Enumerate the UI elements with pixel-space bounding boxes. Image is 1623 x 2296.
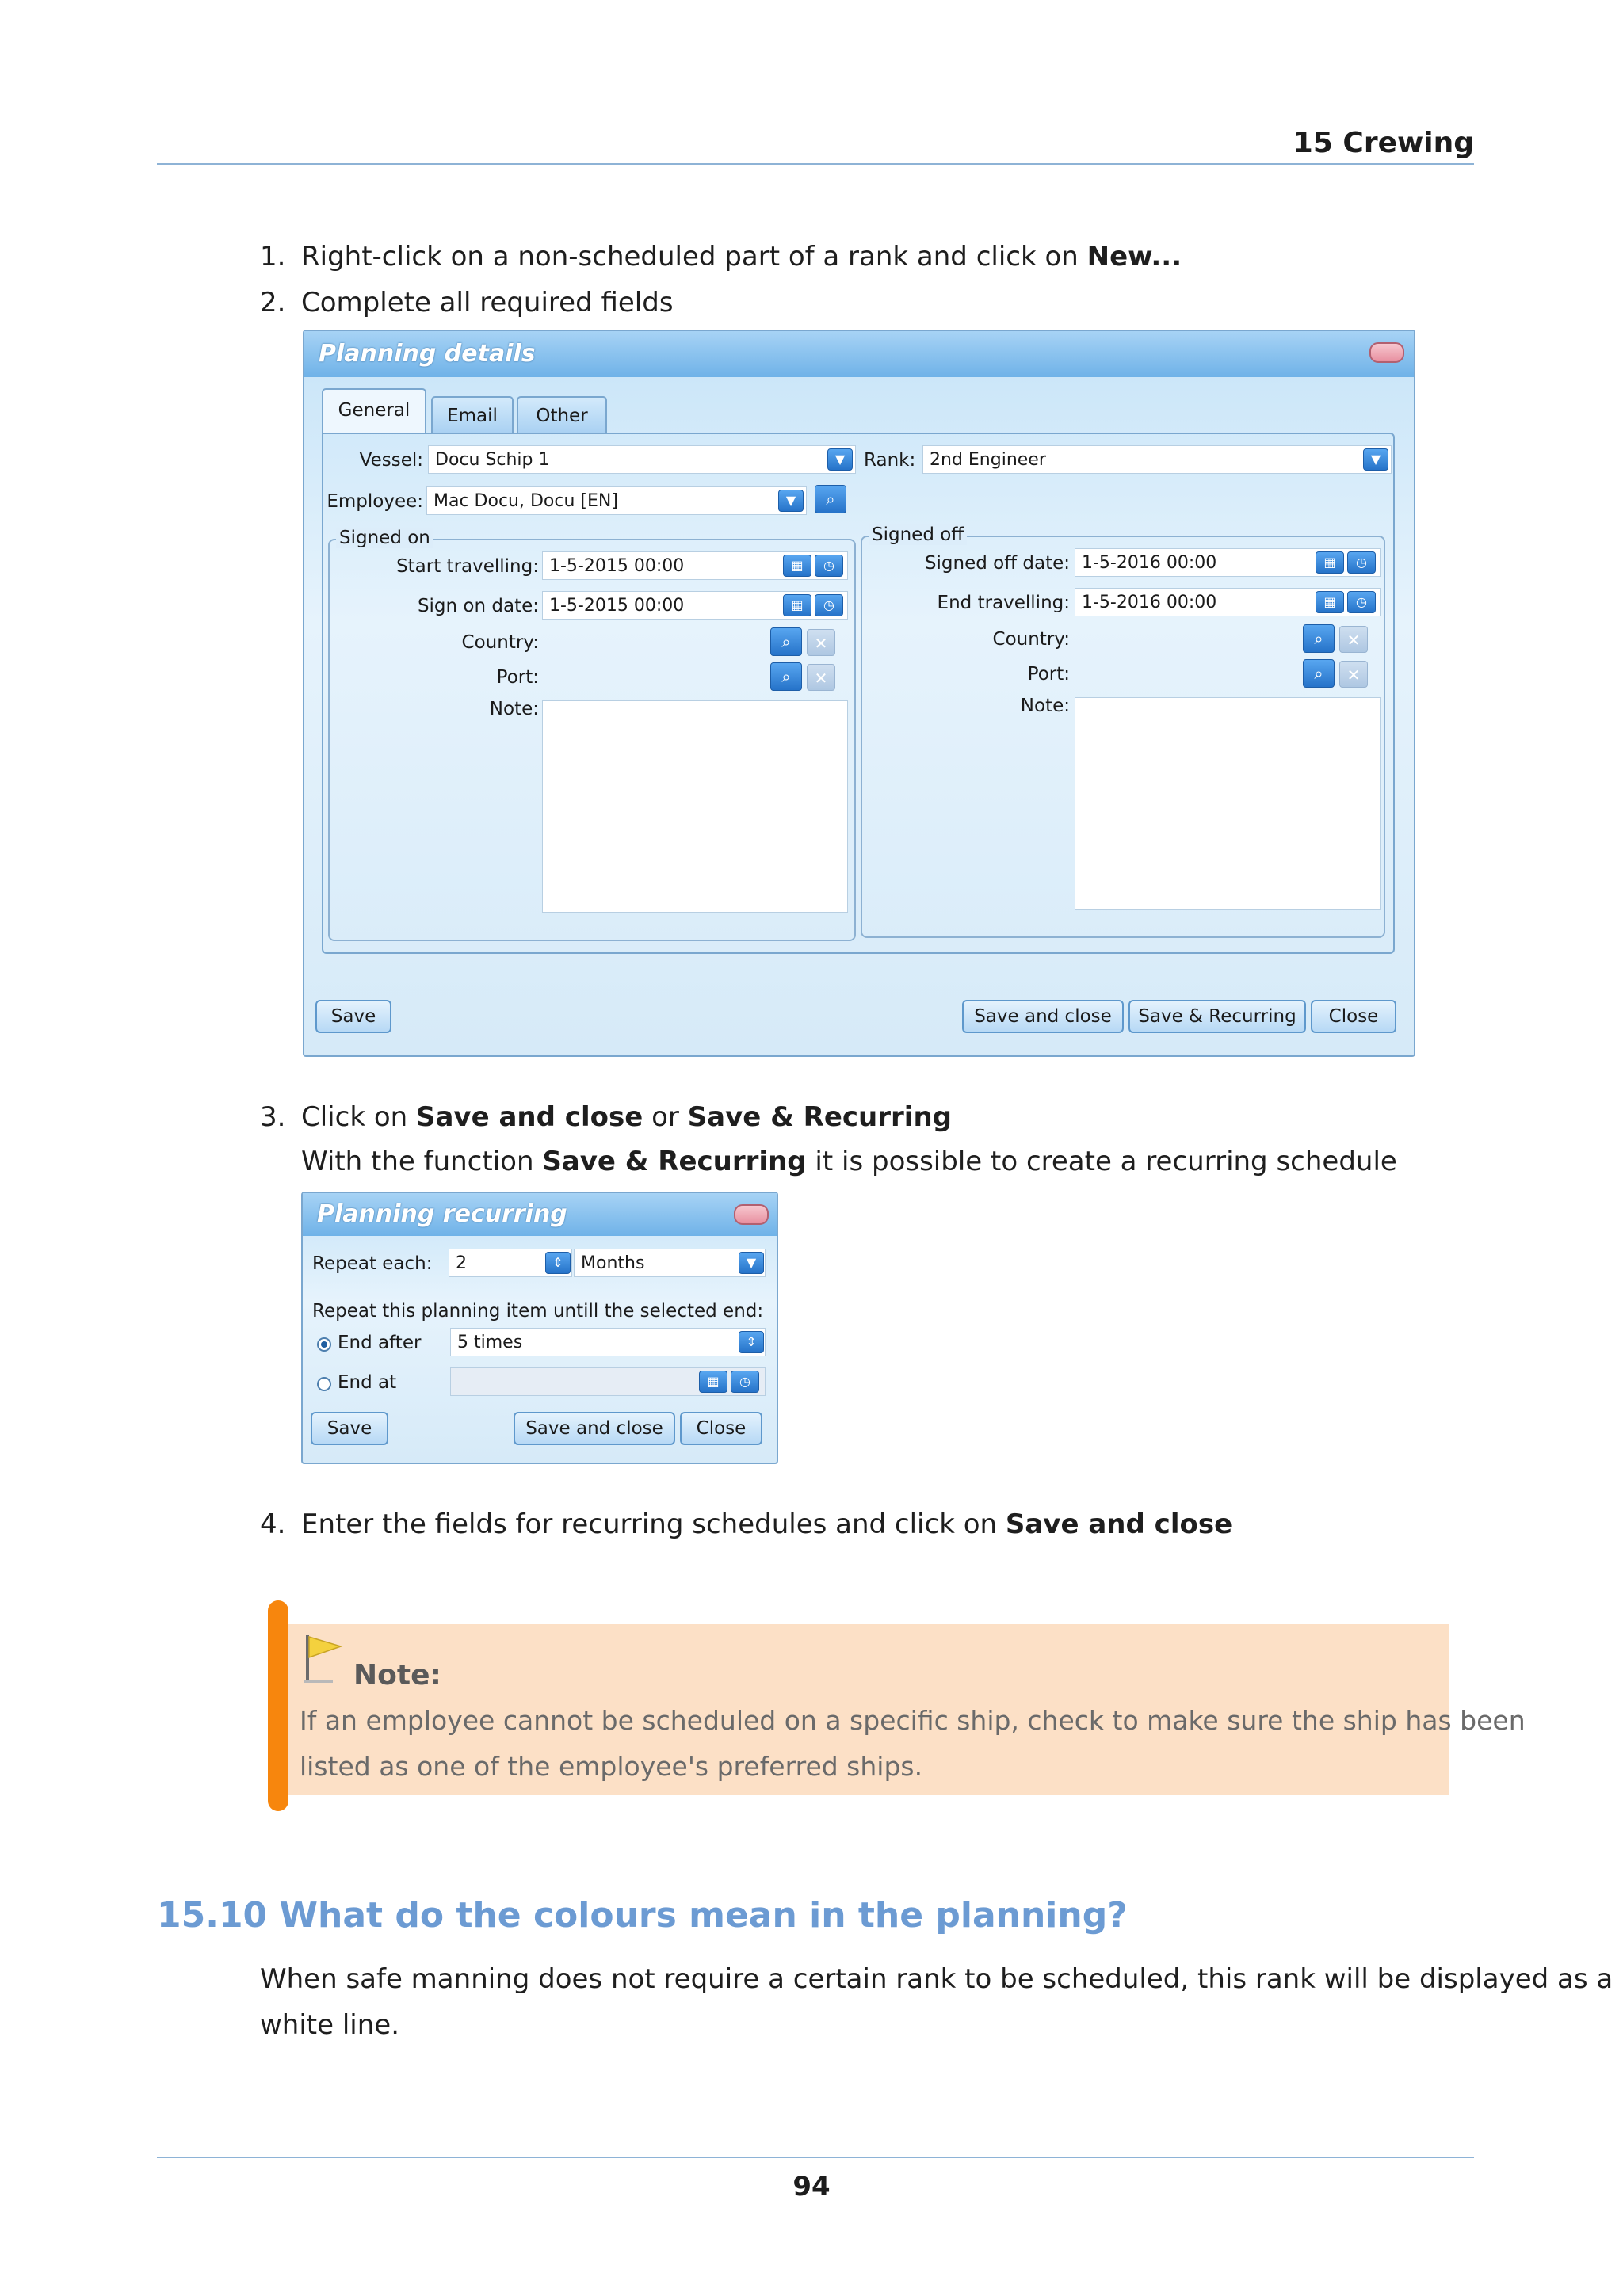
step-2: [260, 287, 674, 318]
chevron-down-icon[interactable]: ▼: [739, 1252, 764, 1274]
country-label: Country:: [992, 629, 1070, 650]
signed-off-title: Signed off: [869, 524, 967, 545]
calendar-icon[interactable]: ▦: [699, 1371, 727, 1393]
spinner-icon[interactable]: ⇕: [739, 1331, 764, 1353]
search-icon[interactable]: ⌕: [815, 485, 846, 513]
step-text: or: [643, 1101, 688, 1133]
note-title: Note:: [353, 1659, 441, 1691]
rank-select[interactable]: 2nd Engineer: [922, 445, 1392, 474]
close-icon[interactable]: [734, 1204, 769, 1225]
tab-general[interactable]: General: [322, 388, 426, 434]
signed-off-date-field[interactable]: 1-5-2016 00:00: [1075, 548, 1381, 577]
note-label: Note:: [1020, 696, 1070, 716]
calendar-icon[interactable]: ▦: [783, 594, 812, 616]
port-label: Port:: [1027, 664, 1070, 685]
chapter-header: 15 Crewing: [1293, 127, 1474, 159]
clock-icon[interactable]: ◷: [731, 1371, 759, 1393]
note-label: Note:: [489, 699, 539, 719]
start-travelling-field[interactable]: 1-5-2015 00:00: [542, 551, 848, 580]
repeat-each-label: Repeat each:: [312, 1253, 433, 1274]
signed-off-date-label: Signed off date:: [924, 553, 1070, 574]
step-4: [260, 1508, 1232, 1540]
step-bold: Save & Recurring: [687, 1101, 952, 1133]
spinner-icon[interactable]: ⇕: [545, 1252, 571, 1274]
end-after-radio[interactable]: [317, 1337, 331, 1352]
section-heading: 15.10 What do the colours mean in the planning?: [157, 1895, 1128, 1936]
step-number: 4.: [260, 1508, 286, 1540]
step-text: Enter the fields for recurring schedules and click on: [301, 1508, 1006, 1540]
search-icon[interactable]: ⌕: [1303, 659, 1335, 688]
repeat-until-text: Repeat this planning item untill the selected end:: [312, 1301, 764, 1322]
close-button[interactable]: Close: [680, 1412, 762, 1445]
search-icon[interactable]: ⌕: [1303, 624, 1335, 653]
search-icon[interactable]: ⌕: [770, 627, 802, 656]
clock-icon[interactable]: ◷: [1347, 591, 1376, 613]
section-paragraph-line-1: When safe manning does not require a certain rank to be scheduled, this rank will be displayed as a: [260, 1963, 1613, 1995]
step-text: Click on: [301, 1101, 416, 1133]
employee-select[interactable]: Mac Docu, Docu [EN]: [426, 486, 807, 515]
page-number: 94: [792, 2171, 831, 2203]
chevron-down-icon[interactable]: ▼: [1363, 448, 1388, 471]
repeat-unit-select[interactable]: Months: [574, 1249, 766, 1277]
start-travelling-label: Start travelling:: [396, 556, 539, 577]
section-paragraph-line-2: white line.: [260, 2009, 400, 2041]
country-label: Country:: [461, 632, 539, 653]
save-and-close-button[interactable]: Save and close: [514, 1412, 675, 1445]
step-bold: New...: [1086, 241, 1182, 273]
step-text: Right-click on a non-scheduled part of a rank and click on: [301, 241, 1087, 273]
save-and-close-button[interactable]: Save and close: [962, 1000, 1124, 1033]
step-number: 2.: [260, 287, 286, 318]
note-textarea[interactable]: [1075, 697, 1381, 910]
desc-text: it is possible to create a recurring schedule: [806, 1146, 1397, 1177]
signed-on-title: Signed on: [336, 528, 433, 548]
end-travelling-field[interactable]: 1-5-2016 00:00: [1075, 588, 1381, 616]
close-button[interactable]: Close: [1311, 1000, 1396, 1033]
clock-icon[interactable]: ◷: [815, 594, 843, 616]
note-line-1: If an employee cannot be scheduled on a specific ship, check to make sure the ship has been: [300, 1705, 1526, 1736]
rank-label: Rank:: [864, 450, 916, 471]
clock-icon[interactable]: ◷: [1347, 551, 1376, 574]
dialog-title: Planning details: [304, 331, 1414, 377]
step-3: [260, 1101, 952, 1133]
end-travelling-label: End travelling:: [937, 593, 1070, 613]
chevron-down-icon[interactable]: ▼: [827, 448, 853, 471]
planning-details-dialog: [303, 330, 1415, 1057]
end-after-label: End after: [338, 1333, 422, 1353]
note-accent-bar: [268, 1600, 288, 1811]
calendar-icon[interactable]: ▦: [1316, 551, 1344, 574]
end-at-radio[interactable]: [317, 1377, 331, 1391]
note-line-2: listed as one of the employee's preferred ships.: [300, 1751, 923, 1782]
save-button[interactable]: Save: [311, 1412, 388, 1445]
calendar-icon[interactable]: ▦: [783, 555, 812, 577]
search-icon[interactable]: ⌕: [770, 662, 802, 691]
step-number: 3.: [260, 1101, 286, 1133]
step-bold: Save and close: [1005, 1508, 1233, 1540]
step-text: Complete all required fields: [301, 287, 674, 318]
vessel-label: Vessel:: [359, 450, 423, 471]
save-button[interactable]: Save: [315, 1000, 391, 1033]
calendar-icon[interactable]: ▦: [1316, 591, 1344, 613]
dialog-title: Planning recurring: [303, 1193, 777, 1236]
sign-on-date-label: Sign on date:: [417, 596, 539, 616]
step-number: 1.: [260, 241, 286, 273]
port-label: Port:: [496, 667, 539, 688]
vessel-select[interactable]: Docu Schip 1: [428, 445, 856, 474]
clock-icon[interactable]: ◷: [815, 555, 843, 577]
tab-other[interactable]: Other: [517, 396, 607, 434]
step-3-description: [301, 1146, 1397, 1177]
close-icon[interactable]: [1369, 342, 1404, 363]
header-rule: [157, 163, 1474, 165]
save-recurring-button[interactable]: Save & Recurring: [1128, 1000, 1306, 1033]
desc-bold: Save & Recurring: [542, 1146, 807, 1177]
sign-on-date-field[interactable]: 1-5-2015 00:00: [542, 591, 848, 620]
repeat-each-input[interactable]: 2: [449, 1249, 572, 1277]
employee-label: Employee:: [327, 491, 423, 512]
step-1: [260, 241, 1182, 273]
end-after-select[interactable]: 5 times: [450, 1328, 766, 1356]
clear-icon[interactable]: ✕: [807, 664, 835, 691]
desc-text: With the function: [301, 1146, 543, 1177]
end-at-label: End at: [338, 1372, 397, 1393]
note-textarea[interactable]: [542, 700, 848, 913]
footer-rule: [157, 2157, 1474, 2158]
tab-email[interactable]: Email: [431, 396, 514, 434]
chevron-down-icon[interactable]: ▼: [778, 490, 804, 512]
clear-icon[interactable]: ✕: [1339, 626, 1368, 653]
clear-icon[interactable]: ✕: [1339, 661, 1368, 688]
flag-icon: [301, 1632, 346, 1686]
clear-icon[interactable]: ✕: [807, 629, 835, 656]
planning-recurring-dialog: [301, 1192, 778, 1464]
step-bold: Save and close: [415, 1101, 643, 1133]
